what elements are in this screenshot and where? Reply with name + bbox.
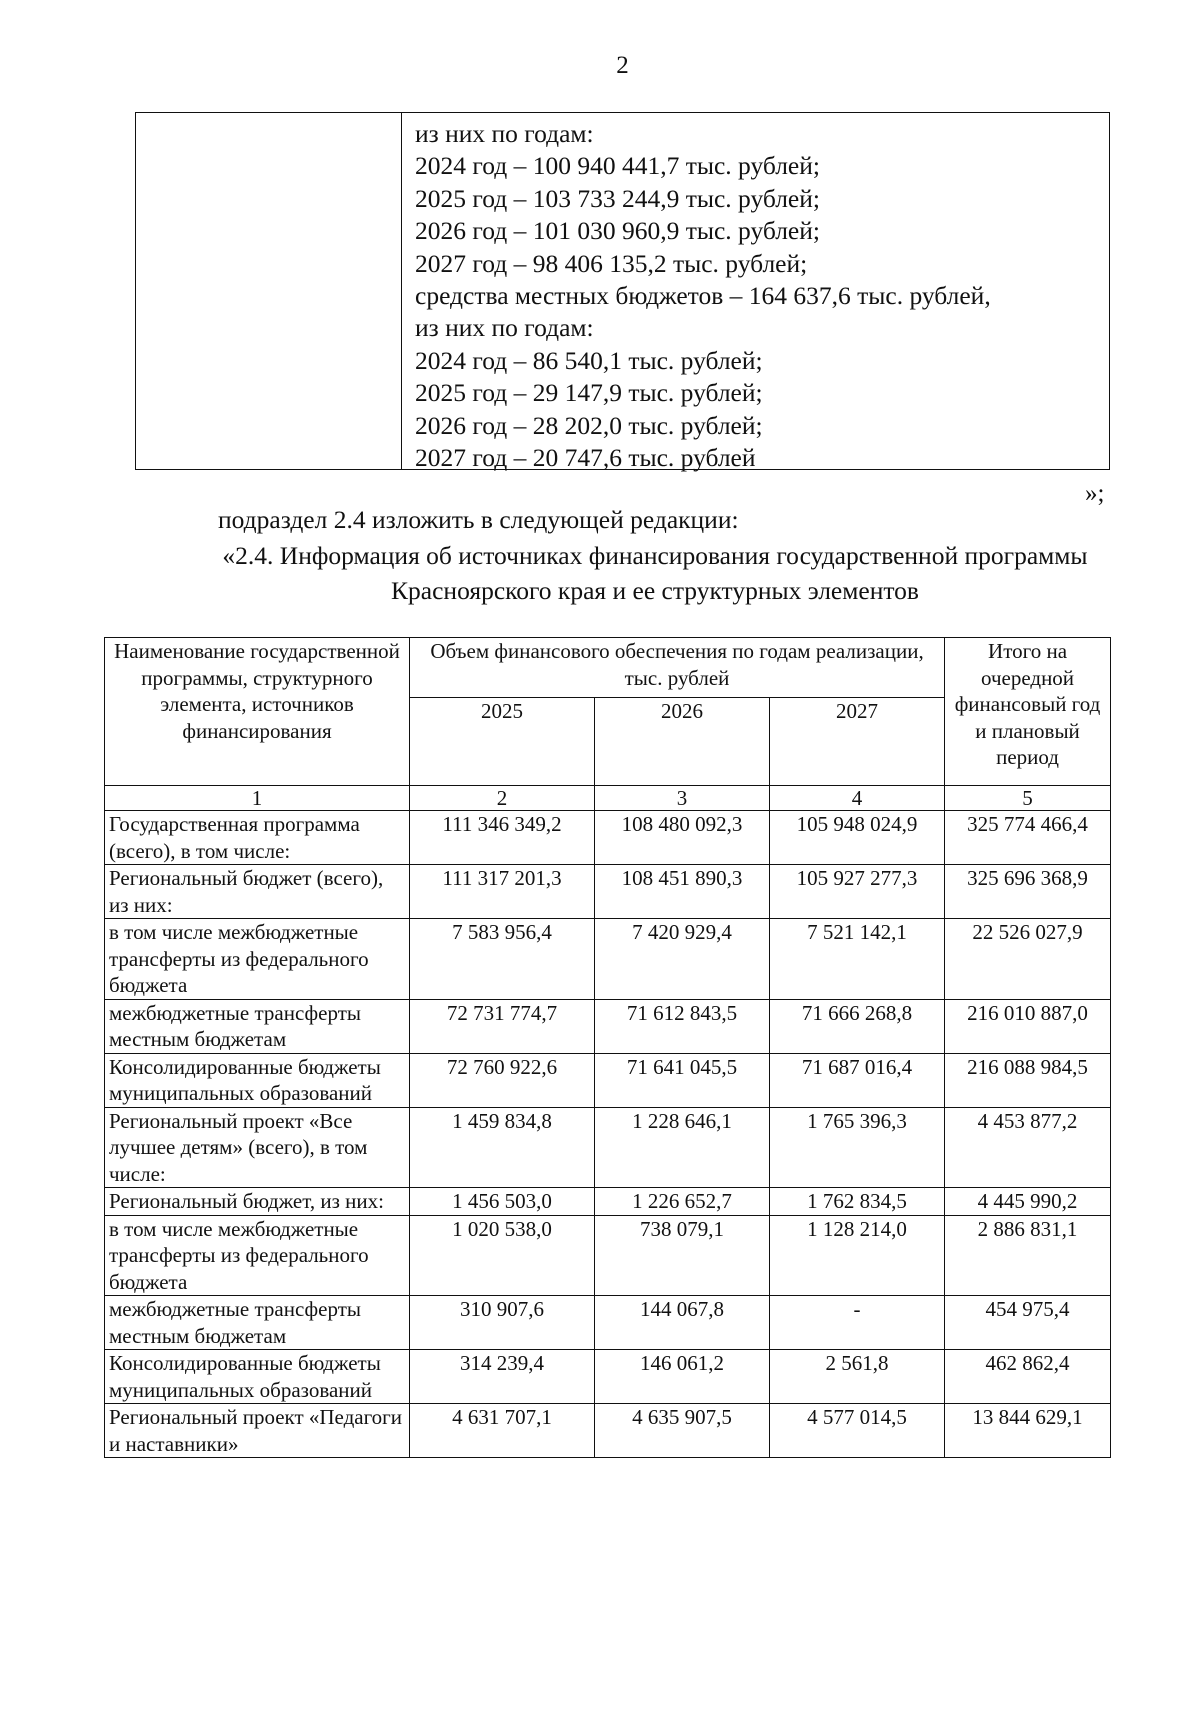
row-name: межбюджетные трансферты местным бюджетам xyxy=(105,1296,410,1350)
row-name: Консолидированные бюджеты муниципальных образований xyxy=(105,1053,410,1107)
value-2025: 1 456 503,0 xyxy=(410,1188,595,1216)
closing-quote: »; xyxy=(1085,480,1105,507)
header-total: Итого на очередной финансовый год и плановый период xyxy=(945,638,1111,786)
row-name: в том числе межбюджетные трансферты из федерального бюджета xyxy=(105,919,410,1000)
column-index-row xyxy=(105,786,1111,811)
header-year: 2026 xyxy=(595,698,770,786)
table-row xyxy=(105,1296,1111,1350)
funding-line: 2026 год – 101 030 960,9 тыс. рублей; xyxy=(415,216,820,246)
header-name: Наименование государственной программы, структурного элемента, источников финансирования xyxy=(105,638,410,786)
table-row xyxy=(105,919,1111,1000)
value-2025: 111 317 201,3 xyxy=(410,865,595,919)
value-total: 4 453 877,2 xyxy=(945,1107,1111,1188)
value-total: 216 088 984,5 xyxy=(945,1053,1111,1107)
table-row xyxy=(105,865,1111,919)
value-2027: 105 927 277,3 xyxy=(770,865,945,919)
section-heading-line: «2.4. Информация об источниках финансирования государственной программы xyxy=(222,541,1088,570)
value-total: 325 774 466,4 xyxy=(945,811,1111,865)
value-total: 216 010 887,0 xyxy=(945,999,1111,1053)
value-2026: 108 480 092,3 xyxy=(595,811,770,865)
section-heading xyxy=(100,538,1200,608)
value-2027: 1 765 396,3 xyxy=(770,1107,945,1188)
value-2027: 1 128 214,0 xyxy=(770,1215,945,1296)
value-2025: 1 020 538,0 xyxy=(410,1215,595,1296)
row-name: Региональный проект «Педагоги и наставники» xyxy=(105,1404,410,1458)
table-row xyxy=(105,1404,1111,1458)
value-total: 4 445 990,2 xyxy=(945,1188,1111,1216)
value-2025: 1 459 834,8 xyxy=(410,1107,595,1188)
value-2025: 4 631 707,1 xyxy=(410,1404,595,1458)
funding-line: 2025 год – 103 733 244,9 тыс. рублей; xyxy=(415,183,820,213)
value-2027: - xyxy=(770,1296,945,1350)
table-row xyxy=(105,1188,1111,1216)
funding-line: из них по годам: xyxy=(415,119,594,148)
row-name: Региональный бюджет, из них: xyxy=(105,1188,410,1216)
table-row xyxy=(105,811,1111,865)
table-row xyxy=(105,999,1111,1053)
value-2026: 146 061,2 xyxy=(595,1350,770,1404)
instruction-text: подраздел 2.4 изложить в следующей редакции: xyxy=(218,505,739,534)
funding-line: 2024 год – 86 540,1 тыс. рублей; xyxy=(415,345,763,375)
funding-continuation-box xyxy=(135,112,1110,473)
value-2027: 2 561,8 xyxy=(770,1350,945,1404)
funding-line: средства местных бюджетов – 164 637,6 тыс. рублей, xyxy=(415,281,991,311)
value-2026: 4 635 907,5 xyxy=(595,1404,770,1458)
header-year: 2027 xyxy=(770,698,945,786)
value-2025: 111 346 349,2 xyxy=(410,811,595,865)
value-2026: 71 641 045,5 xyxy=(595,1053,770,1107)
value-2025: 72 731 774,7 xyxy=(410,999,595,1053)
value-2027: 1 762 834,5 xyxy=(770,1188,945,1216)
funding-line: 2027 год – 20 747,6 тыс. рублей xyxy=(415,443,756,473)
row-name: межбюджетные трансферты местным бюджетам xyxy=(105,999,410,1053)
table-row xyxy=(105,1215,1111,1296)
value-total: 462 862,4 xyxy=(945,1350,1111,1404)
value-2026: 738 079,1 xyxy=(595,1215,770,1296)
funding-line: 2027 год – 98 406 135,2 тыс. рублей; xyxy=(415,248,808,278)
row-name: Консолидированные бюджеты муниципальных образований xyxy=(105,1350,410,1404)
financing-table xyxy=(104,637,1111,1458)
row-name: в том числе межбюджетные трансферты из федерального бюджета xyxy=(105,1215,410,1296)
value-2025: 7 583 956,4 xyxy=(410,919,595,1000)
value-2026: 1 226 652,7 xyxy=(595,1188,770,1216)
funding-lines xyxy=(415,118,1105,474)
funding-line: 2024 год – 100 940 441,7 тыс. рублей; xyxy=(415,151,820,181)
funding-line: из них по годам: xyxy=(415,313,594,343)
value-2025: 314 239,4 xyxy=(410,1350,595,1404)
header-volume: Объем финансового обеспечения по годам реализации, тыс. рублей xyxy=(410,638,945,698)
row-name: Государственная программа (всего), в том числе: xyxy=(105,811,410,865)
value-2026: 7 420 929,4 xyxy=(595,919,770,1000)
row-name: Региональный бюджет (всего), из них: xyxy=(105,865,410,919)
funding-line: 2026 год – 28 202,0 тыс. рублей; xyxy=(415,410,763,440)
column-index: 1 xyxy=(105,786,410,811)
value-2027: 71 666 268,8 xyxy=(770,999,945,1053)
value-2027: 71 687 016,4 xyxy=(770,1053,945,1107)
value-2027: 105 948 024,9 xyxy=(770,811,945,865)
table-row xyxy=(105,1107,1111,1188)
value-2025: 310 907,6 xyxy=(410,1296,595,1350)
value-total: 13 844 629,1 xyxy=(945,1404,1111,1458)
header-year: 2025 xyxy=(410,698,595,786)
value-2027: 7 521 142,1 xyxy=(770,919,945,1000)
value-total: 2 886 831,1 xyxy=(945,1215,1111,1296)
value-2026: 1 228 646,1 xyxy=(595,1107,770,1188)
value-2027: 4 577 014,5 xyxy=(770,1404,945,1458)
column-index: 5 xyxy=(945,786,1111,811)
value-2026: 144 067,8 xyxy=(595,1296,770,1350)
column-divider xyxy=(401,113,402,469)
value-2026: 108 451 890,3 xyxy=(595,865,770,919)
column-index: 3 xyxy=(595,786,770,811)
value-2026: 71 612 843,5 xyxy=(595,999,770,1053)
value-2025: 72 760 922,6 xyxy=(410,1053,595,1107)
value-total: 454 975,4 xyxy=(945,1296,1111,1350)
table-row xyxy=(105,1053,1111,1107)
funding-line: 2025 год – 29 147,9 тыс. рублей; xyxy=(415,378,763,408)
value-total: 22 526 027,9 xyxy=(945,919,1111,1000)
table-row xyxy=(105,1350,1111,1404)
section-heading-line: Красноярского края и ее структурных элементов xyxy=(391,576,919,605)
column-index: 4 xyxy=(770,786,945,811)
row-name: Региональный проект «Все лучшее детям» (всего), в том числе: xyxy=(105,1107,410,1188)
page-number: 2 xyxy=(616,52,629,79)
column-index: 2 xyxy=(410,786,595,811)
value-total: 325 696 368,9 xyxy=(945,865,1111,919)
